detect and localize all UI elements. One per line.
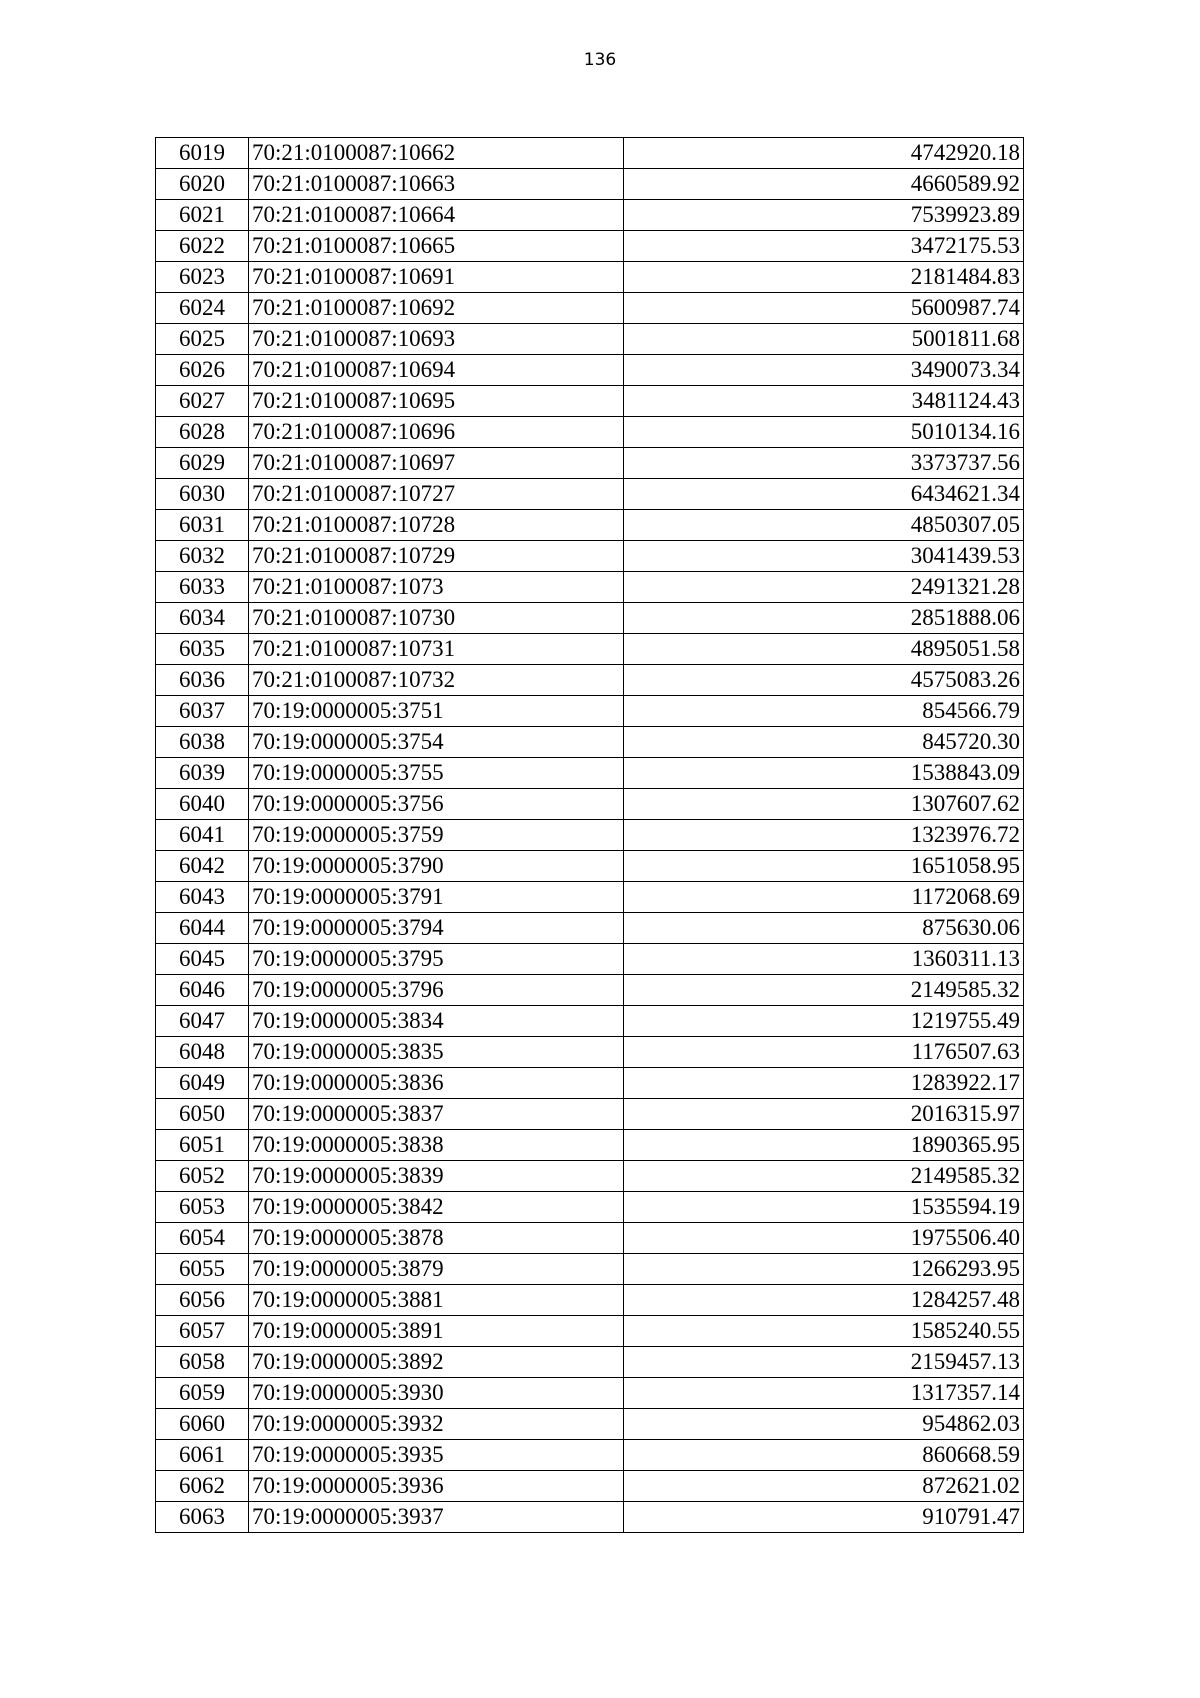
- row-number-cell: 6038: [156, 727, 249, 758]
- value-cell: 5010134.16: [624, 417, 1024, 448]
- value-cell: 2851888.06: [624, 603, 1024, 634]
- value-cell: 4895051.58: [624, 634, 1024, 665]
- row-number-cell: 6054: [156, 1223, 249, 1254]
- value-cell: 4850307.05: [624, 510, 1024, 541]
- table-row: [156, 603, 1024, 634]
- table-body: [156, 138, 1024, 1533]
- row-number-cell: 6057: [156, 1316, 249, 1347]
- row-number-cell: 6033: [156, 572, 249, 603]
- value-cell: 3472175.53: [624, 231, 1024, 262]
- cadastral-number-cell: 70:21:0100087:10729: [249, 541, 624, 572]
- value-cell: 7539923.89: [624, 200, 1024, 231]
- cadastral-number-cell: 70:19:0000005:3795: [249, 944, 624, 975]
- row-number-cell: 6034: [156, 603, 249, 634]
- cadastral-number-cell: 70:21:0100087:10727: [249, 479, 624, 510]
- value-cell: 1283922.17: [624, 1068, 1024, 1099]
- table-row: [156, 138, 1024, 169]
- value-cell: 910791.47: [624, 1502, 1024, 1533]
- cadastral-number-cell: 70:19:0000005:3839: [249, 1161, 624, 1192]
- row-number-cell: 6047: [156, 1006, 249, 1037]
- value-cell: 1219755.49: [624, 1006, 1024, 1037]
- cadastral-number-cell: 70:21:0100087:10728: [249, 510, 624, 541]
- table-row: [156, 1161, 1024, 1192]
- cadastral-number-cell: 70:19:0000005:3892: [249, 1347, 624, 1378]
- value-cell: 1651058.95: [624, 851, 1024, 882]
- value-cell: 2491321.28: [624, 572, 1024, 603]
- table-row: [156, 1502, 1024, 1533]
- table-row: [156, 1409, 1024, 1440]
- cadastral-number-cell: 70:19:0000005:3756: [249, 789, 624, 820]
- cadastral-value-table: [155, 137, 1024, 1533]
- row-number-cell: 6032: [156, 541, 249, 572]
- cadastral-number-cell: 70:19:0000005:3881: [249, 1285, 624, 1316]
- value-cell: 1535594.19: [624, 1192, 1024, 1223]
- cadastral-number-cell: 70:19:0000005:3878: [249, 1223, 624, 1254]
- cadastral-number-cell: 70:21:0100087:10731: [249, 634, 624, 665]
- cadastral-number-cell: 70:19:0000005:3838: [249, 1130, 624, 1161]
- table-row: [156, 1130, 1024, 1161]
- cadastral-number-cell: 70:21:0100087:10664: [249, 200, 624, 231]
- row-number-cell: 6058: [156, 1347, 249, 1378]
- value-cell: 875630.06: [624, 913, 1024, 944]
- cadastral-number-cell: 70:21:0100087:10662: [249, 138, 624, 169]
- cadastral-number-cell: 70:19:0000005:3759: [249, 820, 624, 851]
- cadastral-number-cell: 70:19:0000005:3755: [249, 758, 624, 789]
- row-number-cell: 6053: [156, 1192, 249, 1223]
- row-number-cell: 6036: [156, 665, 249, 696]
- table-row: [156, 1285, 1024, 1316]
- row-number-cell: 6025: [156, 324, 249, 355]
- cadastral-number-cell: 70:21:0100087:10695: [249, 386, 624, 417]
- cadastral-number-cell: 70:19:0000005:3891: [249, 1316, 624, 1347]
- cadastral-number-cell: 70:19:0000005:3936: [249, 1471, 624, 1502]
- row-number-cell: 6039: [156, 758, 249, 789]
- table-row: [156, 975, 1024, 1006]
- table-row: [156, 634, 1024, 665]
- row-number-cell: 6019: [156, 138, 249, 169]
- table-row: [156, 572, 1024, 603]
- row-number-cell: 6028: [156, 417, 249, 448]
- cadastral-number-cell: 70:19:0000005:3879: [249, 1254, 624, 1285]
- row-number-cell: 6061: [156, 1440, 249, 1471]
- row-number-cell: 6052: [156, 1161, 249, 1192]
- table-row: [156, 1440, 1024, 1471]
- row-number-cell: 6046: [156, 975, 249, 1006]
- table-row: [156, 1254, 1024, 1285]
- row-number-cell: 6062: [156, 1471, 249, 1502]
- value-cell: 2149585.32: [624, 975, 1024, 1006]
- value-cell: 2149585.32: [624, 1161, 1024, 1192]
- table-row: [156, 262, 1024, 293]
- value-cell: 3373737.56: [624, 448, 1024, 479]
- cadastral-number-cell: 70:19:0000005:3842: [249, 1192, 624, 1223]
- value-cell: 845720.30: [624, 727, 1024, 758]
- cadastral-number-cell: 70:19:0000005:3751: [249, 696, 624, 727]
- cadastral-number-cell: 70:21:0100087:10691: [249, 262, 624, 293]
- cadastral-number-cell: 70:21:0100087:10694: [249, 355, 624, 386]
- value-cell: 1266293.95: [624, 1254, 1024, 1285]
- row-number-cell: 6051: [156, 1130, 249, 1161]
- cadastral-number-cell: 70:21:0100087:10696: [249, 417, 624, 448]
- cadastral-number-cell: 70:19:0000005:3796: [249, 975, 624, 1006]
- cadastral-number-cell: 70:21:0100087:10732: [249, 665, 624, 696]
- value-cell: 2016315.97: [624, 1099, 1024, 1130]
- cadastral-number-cell: 70:19:0000005:3794: [249, 913, 624, 944]
- row-number-cell: 6050: [156, 1099, 249, 1130]
- value-cell: 1890365.95: [624, 1130, 1024, 1161]
- row-number-cell: 6020: [156, 169, 249, 200]
- value-cell: 3490073.34: [624, 355, 1024, 386]
- value-cell: 1585240.55: [624, 1316, 1024, 1347]
- cadastral-number-cell: 70:21:0100087:1073: [249, 572, 624, 603]
- table-row: [156, 727, 1024, 758]
- row-number-cell: 6021: [156, 200, 249, 231]
- row-number-cell: 6023: [156, 262, 249, 293]
- table-row: [156, 1223, 1024, 1254]
- value-cell: 2159457.13: [624, 1347, 1024, 1378]
- cadastral-number-cell: 70:19:0000005:3937: [249, 1502, 624, 1533]
- value-cell: 2181484.83: [624, 262, 1024, 293]
- table-row: [156, 324, 1024, 355]
- value-cell: 3041439.53: [624, 541, 1024, 572]
- row-number-cell: 6042: [156, 851, 249, 882]
- table-row: [156, 1192, 1024, 1223]
- value-cell: 1975506.40: [624, 1223, 1024, 1254]
- row-number-cell: 6040: [156, 789, 249, 820]
- value-cell: 872621.02: [624, 1471, 1024, 1502]
- cadastral-number-cell: 70:21:0100087:10663: [249, 169, 624, 200]
- value-cell: 1172068.69: [624, 882, 1024, 913]
- cadastral-number-cell: 70:19:0000005:3754: [249, 727, 624, 758]
- value-cell: 1323976.72: [624, 820, 1024, 851]
- cadastral-number-cell: 70:21:0100087:10693: [249, 324, 624, 355]
- value-cell: 3481124.43: [624, 386, 1024, 417]
- row-number-cell: 6026: [156, 355, 249, 386]
- table-row: [156, 1037, 1024, 1068]
- table-row: [156, 231, 1024, 262]
- value-cell: 854566.79: [624, 696, 1024, 727]
- cadastral-number-cell: 70:19:0000005:3834: [249, 1006, 624, 1037]
- value-cell: 5001811.68: [624, 324, 1024, 355]
- cadastral-number-cell: 70:19:0000005:3935: [249, 1440, 624, 1471]
- value-cell: 4660589.92: [624, 169, 1024, 200]
- table-row: [156, 1316, 1024, 1347]
- table-row: [156, 355, 1024, 386]
- cadastral-number-cell: 70:19:0000005:3930: [249, 1378, 624, 1409]
- row-number-cell: 6059: [156, 1378, 249, 1409]
- value-cell: 1176507.63: [624, 1037, 1024, 1068]
- cadastral-number-cell: 70:19:0000005:3791: [249, 882, 624, 913]
- row-number-cell: 6045: [156, 944, 249, 975]
- value-cell: 1538843.09: [624, 758, 1024, 789]
- table-row: [156, 386, 1024, 417]
- table-row: [156, 665, 1024, 696]
- table-row: [156, 944, 1024, 975]
- table-row: [156, 913, 1024, 944]
- row-number-cell: 6030: [156, 479, 249, 510]
- value-cell: 1317357.14: [624, 1378, 1024, 1409]
- table-row: [156, 448, 1024, 479]
- cadastral-number-cell: 70:19:0000005:3790: [249, 851, 624, 882]
- row-number-cell: 6048: [156, 1037, 249, 1068]
- table-row: [156, 417, 1024, 448]
- table-row: [156, 541, 1024, 572]
- value-cell: 6434621.34: [624, 479, 1024, 510]
- cadastral-number-cell: 70:21:0100087:10730: [249, 603, 624, 634]
- table-row: [156, 820, 1024, 851]
- table-row: [156, 1006, 1024, 1037]
- row-number-cell: 6055: [156, 1254, 249, 1285]
- row-number-cell: 6041: [156, 820, 249, 851]
- table-row: [156, 479, 1024, 510]
- table-row: [156, 510, 1024, 541]
- row-number-cell: 6049: [156, 1068, 249, 1099]
- table-row: [156, 1471, 1024, 1502]
- page-number: 136: [583, 50, 617, 70]
- table-row: [156, 1378, 1024, 1409]
- table-row: [156, 169, 1024, 200]
- value-cell: 954862.03: [624, 1409, 1024, 1440]
- value-cell: 5600987.74: [624, 293, 1024, 324]
- row-number-cell: 6027: [156, 386, 249, 417]
- table-row: [156, 200, 1024, 231]
- table-row: [156, 882, 1024, 913]
- table-row: [156, 1099, 1024, 1130]
- cadastral-number-cell: 70:19:0000005:3835: [249, 1037, 624, 1068]
- row-number-cell: 6029: [156, 448, 249, 479]
- row-number-cell: 6022: [156, 231, 249, 262]
- row-number-cell: 6056: [156, 1285, 249, 1316]
- table-row: [156, 293, 1024, 324]
- table-row: [156, 696, 1024, 727]
- value-cell: 860668.59: [624, 1440, 1024, 1471]
- row-number-cell: 6024: [156, 293, 249, 324]
- table-row: [156, 1068, 1024, 1099]
- row-number-cell: 6031: [156, 510, 249, 541]
- value-cell: 4575083.26: [624, 665, 1024, 696]
- table-row: [156, 758, 1024, 789]
- cadastral-number-cell: 70:19:0000005:3837: [249, 1099, 624, 1130]
- row-number-cell: 6060: [156, 1409, 249, 1440]
- value-cell: 4742920.18: [624, 138, 1024, 169]
- table-row: [156, 851, 1024, 882]
- row-number-cell: 6035: [156, 634, 249, 665]
- row-number-cell: 6037: [156, 696, 249, 727]
- cadastral-number-cell: 70:21:0100087:10692: [249, 293, 624, 324]
- value-cell: 1307607.62: [624, 789, 1024, 820]
- cadastral-number-cell: 70:21:0100087:10665: [249, 231, 624, 262]
- value-cell: 1284257.48: [624, 1285, 1024, 1316]
- row-number-cell: 6043: [156, 882, 249, 913]
- value-cell: 1360311.13: [624, 944, 1024, 975]
- table-row: [156, 1347, 1024, 1378]
- row-number-cell: 6044: [156, 913, 249, 944]
- row-number-cell: 6063: [156, 1502, 249, 1533]
- cadastral-number-cell: 70:19:0000005:3932: [249, 1409, 624, 1440]
- cadastral-number-cell: 70:21:0100087:10697: [249, 448, 624, 479]
- cadastral-number-cell: 70:19:0000005:3836: [249, 1068, 624, 1099]
- table-row: [156, 789, 1024, 820]
